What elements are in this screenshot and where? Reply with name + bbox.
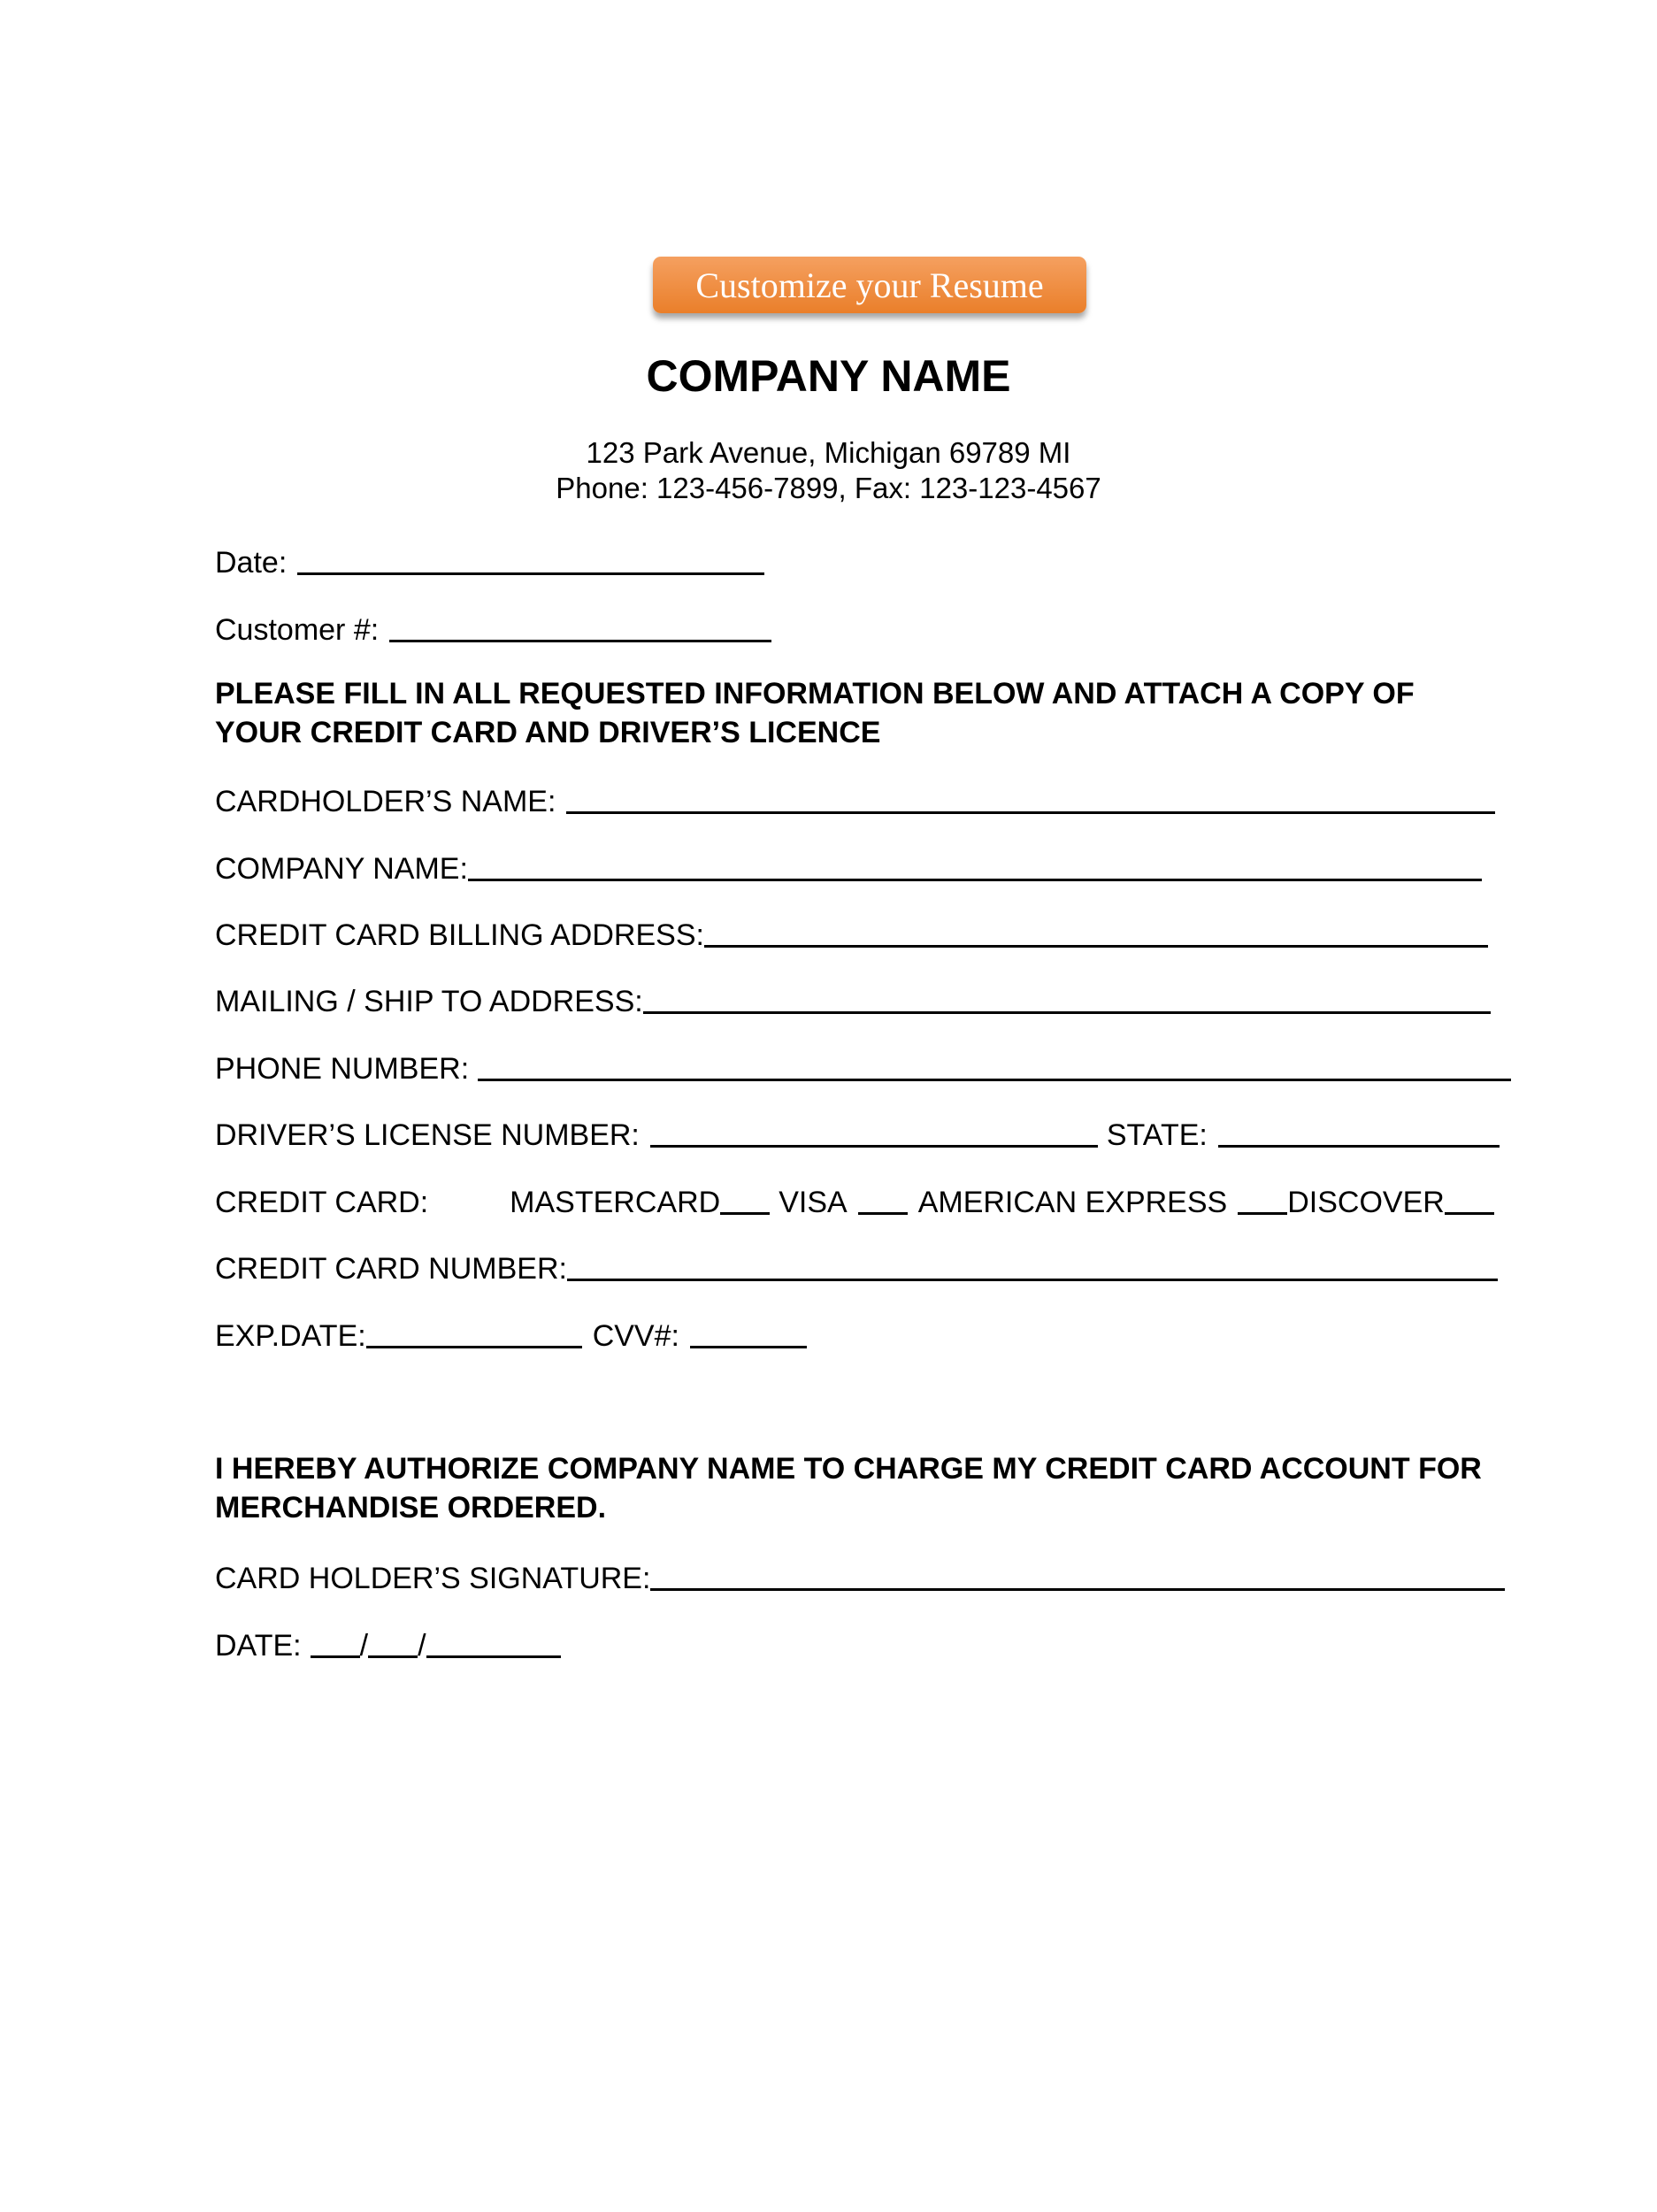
customer-number-field[interactable]	[389, 613, 771, 642]
cvv-field[interactable]	[690, 1319, 807, 1348]
instructions-line: YOUR CREDIT CARD AND DRIVER’S LICENCE	[215, 716, 881, 749]
customize-resume-button[interactable]: Customize your Resume	[653, 257, 1086, 313]
date-separator: /	[359, 1629, 369, 1663]
company-title: COMPANY NAME	[646, 351, 1011, 401]
company-name-field[interactable]	[468, 852, 1482, 881]
address-line: 123 Park Avenue, Michigan 69789 MI	[586, 436, 1071, 469]
card-number-row	[215, 1248, 1498, 1286]
phone-number-row	[215, 1048, 1511, 1087]
card-number-label: CREDIT CARD NUMBER:	[215, 1252, 567, 1286]
phone-number-label: PHONE NUMBER:	[215, 1052, 470, 1086]
signature-field[interactable]	[650, 1562, 1505, 1591]
company-name-row	[215, 848, 1482, 887]
state-label: STATE:	[1106, 1118, 1208, 1152]
amex-label: AMERICAN EXPRESS	[917, 1186, 1228, 1219]
drivers-license-field[interactable]	[650, 1118, 1098, 1148]
company-address	[0, 435, 1657, 506]
exp-date-field[interactable]	[366, 1319, 582, 1348]
phone-number-field[interactable]	[478, 1052, 1511, 1081]
date-label: Date:	[215, 546, 288, 580]
visa-checkbox[interactable]	[858, 1186, 908, 1215]
cardholder-name-row	[215, 780, 1495, 819]
state-field[interactable]	[1218, 1118, 1500, 1148]
cardholder-name-label: CARDHOLDER’S NAME:	[215, 785, 556, 818]
company-name-label: COMPANY NAME:	[215, 852, 468, 886]
billing-address-label: CREDIT CARD BILLING ADDRESS:	[215, 918, 704, 952]
date-field[interactable]	[297, 546, 764, 575]
billing-address-row	[215, 914, 1488, 953]
visa-label: VISA	[779, 1186, 848, 1219]
cvv-label: CVV#:	[592, 1319, 679, 1353]
credit-card-label: CREDIT CARD:	[215, 1186, 429, 1219]
credit-card-type-row	[215, 1181, 1494, 1220]
discover-checkbox[interactable]	[1445, 1186, 1494, 1215]
mastercard-label: MASTERCARD	[510, 1186, 721, 1219]
authorization-statement	[215, 1449, 1482, 1527]
customer-row	[215, 609, 771, 648]
exp-cvv-row	[215, 1315, 807, 1354]
drivers-license-row	[215, 1114, 1500, 1153]
discover-label: DISCOVER	[1287, 1186, 1445, 1219]
mailing-address-field[interactable]	[643, 985, 1491, 1014]
date-month-field[interactable]	[311, 1629, 360, 1658]
contact-line: Phone: 123-456-7899, Fax: 123-123-4567	[556, 472, 1101, 504]
bottom-date-row	[215, 1624, 561, 1663]
mailing-address-row	[215, 980, 1491, 1019]
date-separator: /	[418, 1629, 426, 1663]
instructions-line: PLEASE FILL IN ALL REQUESTED INFORMATION BELOW AND ATTACH A COPY OF	[215, 677, 1415, 710]
billing-address-field[interactable]	[704, 918, 1488, 948]
amex-checkbox[interactable]	[1238, 1186, 1287, 1215]
instructions	[215, 674, 1415, 752]
mailing-address-label: MAILING / SHIP TO ADDRESS:	[215, 985, 643, 1018]
date-day-field[interactable]	[368, 1629, 418, 1658]
cardholder-name-field[interactable]	[566, 785, 1495, 814]
signature-row	[215, 1557, 1505, 1596]
date-row	[215, 541, 764, 580]
card-number-field[interactable]	[567, 1252, 1498, 1281]
customer-label: Customer #:	[215, 613, 380, 647]
mastercard-checkbox[interactable]	[720, 1186, 770, 1215]
authorization-line: I HEREBY AUTHORIZE COMPANY NAME TO CHARGE MY CREDIT CARD ACCOUNT FOR	[215, 1452, 1482, 1486]
exp-date-label: EXP.DATE:	[215, 1319, 366, 1353]
date-year-field[interactable]	[426, 1629, 561, 1658]
bottom-date-label: DATE:	[215, 1629, 302, 1663]
authorization-line: MERCHANDISE ORDERED.	[215, 1491, 607, 1525]
signature-label: CARD HOLDER’S SIGNATURE:	[215, 1562, 651, 1595]
drivers-license-label: DRIVER’S LICENSE NUMBER:	[215, 1118, 640, 1152]
